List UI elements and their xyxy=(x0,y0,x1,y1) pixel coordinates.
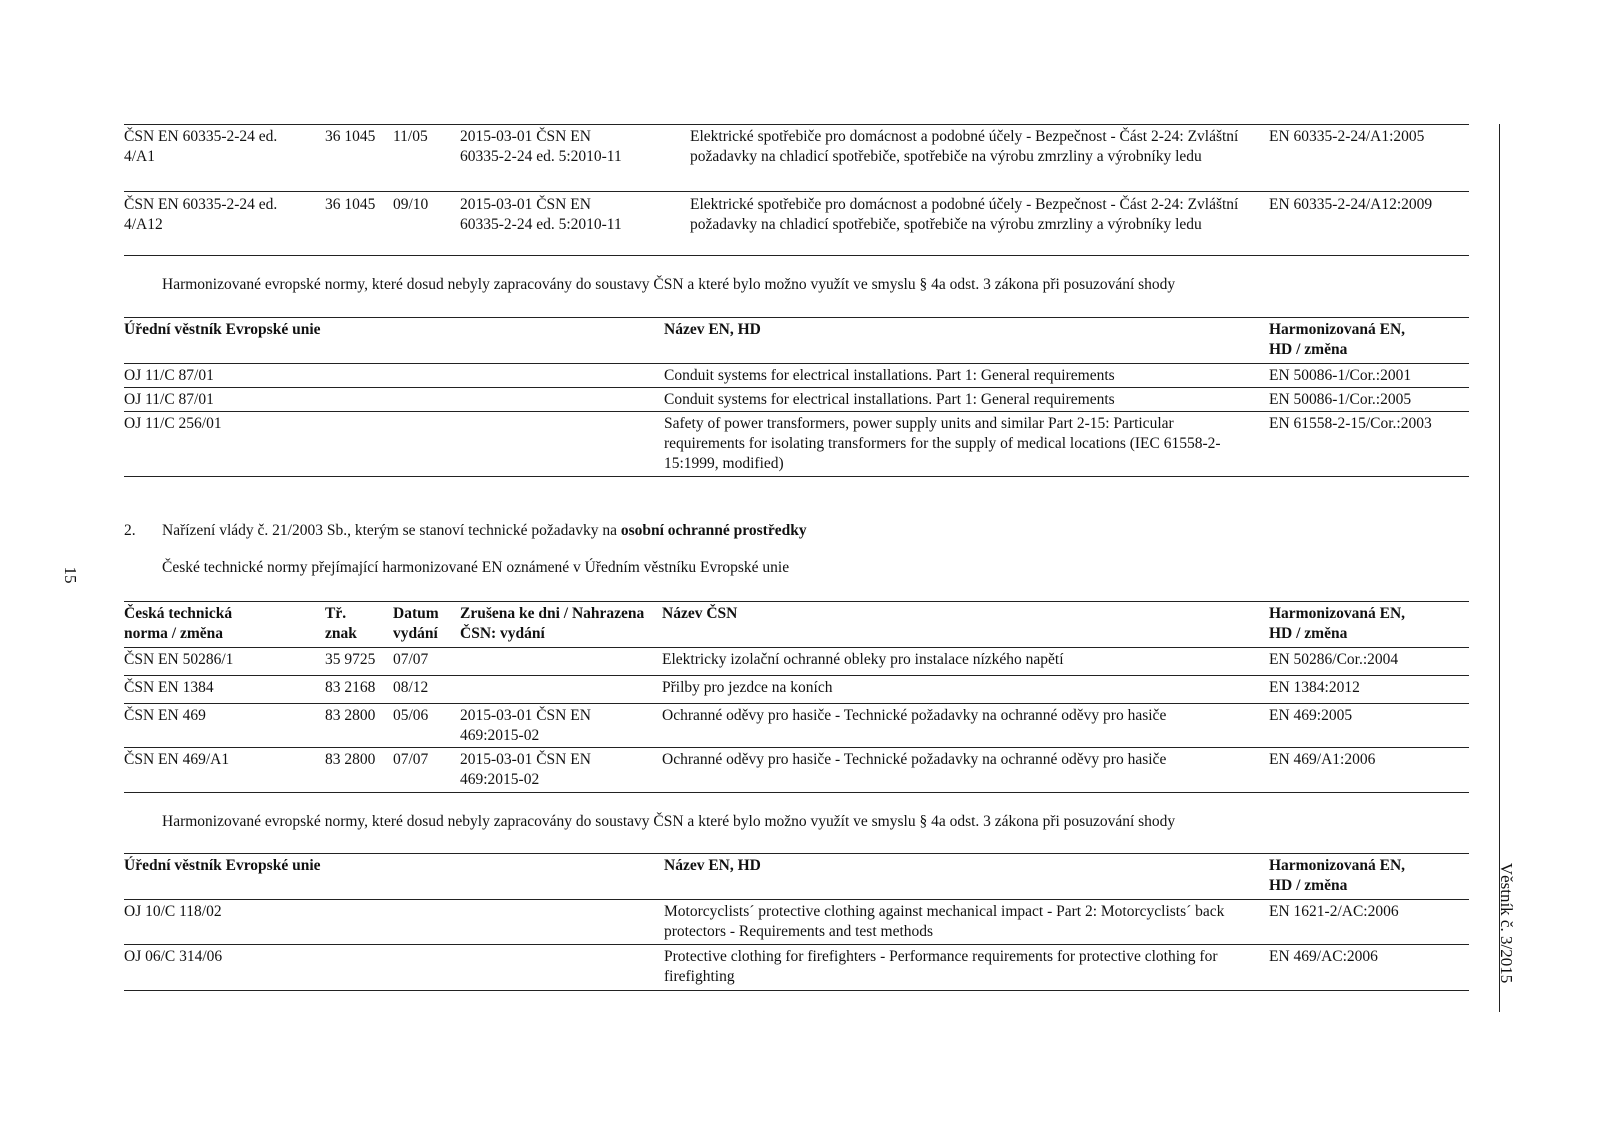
table-row xyxy=(124,647,1469,675)
header-vydani: Datum vydání xyxy=(393,605,439,642)
table1-top-rule xyxy=(124,124,1469,125)
vydani-cell: 11/05 xyxy=(393,128,428,145)
harmonizovana-cell: EN 60335-2-24/A12:2009 xyxy=(1269,195,1433,213)
table-row xyxy=(124,127,1469,191)
nazev-cell: Conduit systems for electrical installations. Part 1: General requirements xyxy=(664,390,1115,408)
table3-top-rule xyxy=(124,601,1469,602)
vydani-cell: 08/12 xyxy=(393,678,429,696)
table-header-row xyxy=(124,856,1469,899)
table3 xyxy=(124,604,1469,791)
norma-cell: ČSN EN 60335-2-24 ed. 4/A12 xyxy=(124,195,278,233)
table-header-row xyxy=(124,320,1469,363)
nazev-cell: Ochranné oděvy pro hasiče - Technické požadavky na ochranné oděvy pro hasiče xyxy=(662,706,1167,724)
nazev-cell: Elektrické spotřebiče pro domácnost a podobné účely - Bezpečnost - Část 2-24: Zvláštní požadavky na chladicí spotřebiče, spotřebiče na výrobu zmrzliny a výrobníky ledu xyxy=(690,195,1239,233)
table1 xyxy=(124,127,1469,255)
nazev-cell: Conduit systems for electrical installations. Part 1: General requirements xyxy=(664,366,1115,384)
znak-cell: 36 1045 xyxy=(325,195,376,213)
nazev-cell: Protective clothing for firefighters - Performance requirements for protective clothing for firefighting xyxy=(664,947,1218,985)
harmonizovana-cell: EN 60335-2-24/A1:2005 xyxy=(1269,128,1425,145)
zrusena-cell xyxy=(460,675,662,703)
table-row xyxy=(124,675,1469,703)
harmonizovana-cell: EN 469/AC:2006 xyxy=(1269,947,1378,965)
table4-top-rule xyxy=(124,853,1469,854)
vydani-cell: 07/07 xyxy=(393,750,429,768)
running-head: Věstník č. 3/2015 xyxy=(1497,862,1516,984)
header-nazev: Název ČSN xyxy=(662,605,738,622)
zrusena-cell xyxy=(460,647,662,675)
harmonizovana-cell: EN 1621-2/AC:2006 xyxy=(1269,902,1399,920)
zrusena-cell: 2015-03-01 ČSN EN 469:2015-02 xyxy=(460,706,591,744)
znak-cell: 36 1045 xyxy=(325,128,376,145)
header-zrusena: Zrušena ke dni / Nahrazena ČSN: vydání xyxy=(460,605,645,642)
table4-bottom-rule xyxy=(124,990,1469,991)
harmonizovana-cell: EN 61558-2-15/Cor.:2003 xyxy=(1269,414,1432,432)
znak-cell: 35 9725 xyxy=(325,650,376,668)
vydani-cell: 05/06 xyxy=(393,706,429,724)
table2 xyxy=(124,320,1469,475)
note-harmonized-not-adopted-2: Harmonizované evropské normy, které dosud nebyly zapracovány do soustavy ČSN a které bylo možno využít ve smyslu § 4a odst. 3 zákona při posuzování shody xyxy=(162,813,1176,830)
table-row xyxy=(124,703,1469,747)
header-harmonizovana: Harmonizovaná EN, HD / změna xyxy=(1269,321,1406,358)
nazev-cell: Elektricky izolační ochranné obleky pro instalace nízkého napětí xyxy=(662,650,1064,668)
norma-cell: ČSN EN 469/A1 xyxy=(124,750,230,768)
section-bold: osobní ochranné prostředky xyxy=(620,522,807,539)
table-row xyxy=(124,899,1469,944)
section-heading xyxy=(124,521,807,541)
norma-cell: ČSN EN 469 xyxy=(124,706,206,724)
table-row xyxy=(124,191,1469,255)
znak-cell: 83 2168 xyxy=(325,678,376,696)
znak-cell: 83 2800 xyxy=(325,706,376,724)
zrusena-cell: 2015-03-01 ČSN EN 60335-2-24 ed. 5:2010-11 xyxy=(460,128,622,165)
header-nazev: Název EN, HD xyxy=(664,857,761,874)
ojeu-cell: OJ 11/C 87/01 xyxy=(124,366,214,384)
zrusena-cell: 2015-03-01 ČSN EN 469:2015-02 xyxy=(460,750,591,788)
nazev-cell: Přilby pro jezdce na koních xyxy=(662,678,833,696)
zrusena-cell: 2015-03-01 ČSN EN 60335-2-24 ed. 5:2010-11 xyxy=(460,195,622,233)
table-row xyxy=(124,944,1469,989)
table-row xyxy=(124,387,1469,411)
vydani-cell: 09/10 xyxy=(393,195,429,213)
section-text: Nařízení vlády č. 21/2003 Sb., kterým se stanoví technické požadavky na xyxy=(162,522,621,539)
norma-cell: ČSN EN 50286/1 xyxy=(124,650,234,668)
nazev-cell: Motorcyclists´ protective clothing against mechanical impact - Part 2: Motorcyclists´ back protectors - Requirements and test methods xyxy=(664,902,1225,940)
norma-cell: ČSN EN 60335-2-24 ed. 4/A1 xyxy=(124,128,278,165)
znak-cell: 83 2800 xyxy=(325,750,376,768)
table-row xyxy=(124,411,1469,475)
table-row xyxy=(124,363,1469,387)
note-harmonized-not-adopted: Harmonizované evropské normy, které dosud nebyly zapracovány do soustavy ČSN a které bylo možno využít ve smyslu § 4a odst. 3 zákona při posuzování shody xyxy=(162,276,1176,293)
nazev-cell: Safety of power transformers, power supply units and similar Part 2-15: Particular requirements for isolating transformers for the supply of medical locations (IEC 61558-2-15:1999, modified) xyxy=(664,414,1221,472)
page-number: 15 xyxy=(61,566,80,584)
ojeu-cell: OJ 06/C 314/06 xyxy=(124,947,223,965)
header-harmonizovana: Harmonizovaná EN, HD / změna xyxy=(1269,857,1406,894)
table4 xyxy=(124,856,1469,989)
ojeu-cell: OJ 11/C 256/01 xyxy=(124,414,222,432)
harmonizovana-cell: EN 50086-1/Cor.:2001 xyxy=(1269,366,1412,384)
header-ojeu: Úřední věstník Evropské unie xyxy=(124,857,321,874)
table-header-row xyxy=(124,604,1469,647)
table1-bottom-rule xyxy=(124,255,1469,256)
table2-bottom-rule xyxy=(124,476,1469,477)
harmonizovana-cell: EN 469/A1:2006 xyxy=(1269,750,1376,768)
header-harmonizovana: Harmonizovaná EN, HD / změna xyxy=(1269,605,1406,642)
table3-bottom-rule xyxy=(124,792,1469,793)
harmonizovana-cell: EN 1384:2012 xyxy=(1269,678,1360,696)
table2-top-rule xyxy=(124,317,1469,318)
ojeu-cell: OJ 11/C 87/01 xyxy=(124,390,214,408)
nazev-cell: Elektrické spotřebiče pro domácnost a podobné účely - Bezpečnost - Část 2-24: Zvláštní požadavky na chladicí spotřebiče, spotřebiče na výrobu zmrzliny a výrobníky ledu xyxy=(690,128,1239,165)
norma-cell: ČSN EN 1384 xyxy=(124,678,214,696)
header-ojeu: Úřední věstník Evropské unie xyxy=(124,321,321,338)
ojeu-cell: OJ 10/C 118/02 xyxy=(124,902,222,920)
header-nazev: Název EN, HD xyxy=(664,321,761,338)
harmonizovana-cell: EN 469:2005 xyxy=(1269,706,1353,724)
harmonizovana-cell: EN 50086-1/Cor.:2005 xyxy=(1269,390,1412,408)
harmonizovana-cell: EN 50286/Cor.:2004 xyxy=(1269,650,1399,668)
nazev-cell: Ochranné oděvy pro hasiče - Technické požadavky na ochranné oděvy pro hasiče xyxy=(662,750,1167,768)
vydani-cell: 07/07 xyxy=(393,650,429,668)
table-row xyxy=(124,747,1469,791)
note-harmonized-csn: České technické normy přejímající harmonizované EN oznámené v Úředním věstníku Evropské unie xyxy=(162,559,790,576)
section-number: 2. xyxy=(124,522,136,539)
header-znak: Tř. znak xyxy=(325,605,357,642)
header-norma: Česká technická norma / změna xyxy=(124,605,233,642)
